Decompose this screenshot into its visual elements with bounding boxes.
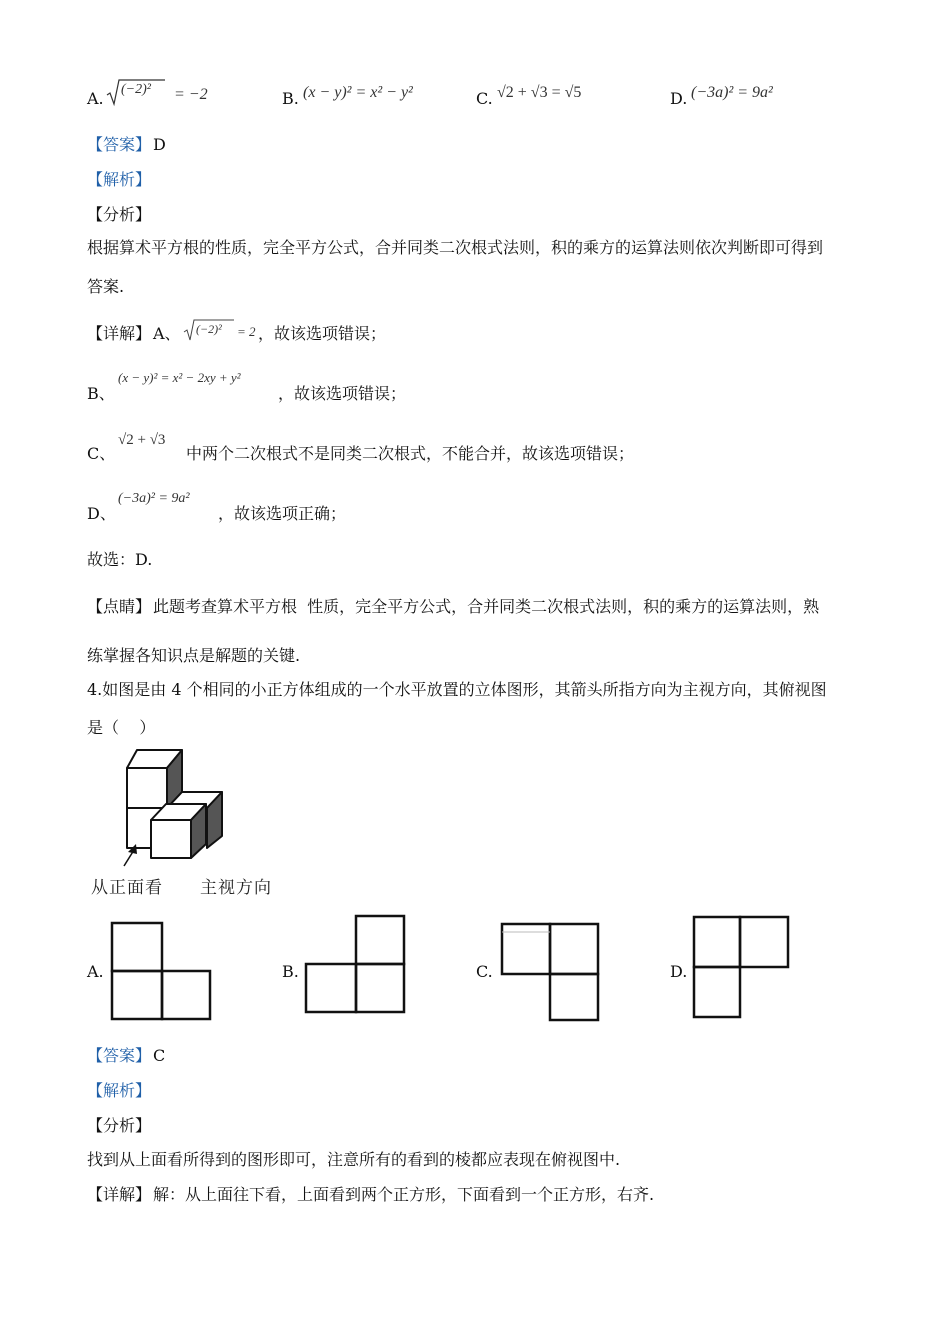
q4-option-a-label: A. <box>87 962 104 981</box>
q3-detail-a-prefix: A、 <box>153 324 181 343</box>
q3-answer-value: D <box>153 135 166 154</box>
q3-option-c-expr: √2 + √3 = √5 <box>497 84 582 101</box>
q3-detail-b-prefix: B、 <box>87 384 115 403</box>
q3-detail-c-prefix: C、 <box>87 444 116 463</box>
q3-dianjing-line2: 练掌握各知识点是解题的关键. <box>87 646 301 665</box>
q3-fenxi-line1: 根据算术平方根的性质，完全平方公式，合并同类二次根式法则，积的乘方的运算法则依次判断即可得到 <box>87 238 824 257</box>
q3-answer-tag: 【答案】 <box>87 135 152 154</box>
q4-cube-figure <box>118 748 288 863</box>
q3-analysis-tag: 【解析】 <box>87 170 152 189</box>
q4-option-d-figure <box>692 915 792 1019</box>
q4-option-b-figure <box>304 914 408 1016</box>
q3-option-d-label: D. <box>670 89 688 108</box>
q3-option-a-expr: = −2 <box>174 86 208 103</box>
q4-fenxi-text: 找到从上面看所得到的图形即可，注意所有的看到的棱都应表现在俯视图中. <box>87 1150 621 1169</box>
q3-detail-c-expr: √2 + √3 <box>118 432 166 448</box>
q4-option-c-label: C. <box>476 962 493 981</box>
q3-detail-b-text: ，故该选项错误； <box>278 384 407 403</box>
q3-fenxi-tag: 【分析】 <box>87 205 152 224</box>
q3-detail-d-text: ，故该选项正确； <box>218 504 347 523</box>
q4-option-c-figure <box>498 922 602 1024</box>
q3-detail-c-text: 中两个二次根式不是同类二次根式，不能合并，故该选项错误； <box>186 444 635 463</box>
q3-option-a-radicand: (−2)² <box>121 82 151 97</box>
q4-answer-tag: 【答案】 <box>87 1046 152 1065</box>
q3-option-b-label: B. <box>282 89 299 108</box>
cube-front-front-face <box>151 820 191 858</box>
q3-detail-a-text: ，故该选项错误； <box>258 324 387 343</box>
cube-top-front-face <box>127 768 167 808</box>
q3-conclusion: 故选：D. <box>87 550 153 569</box>
q3-detail-a-radicand: (−2)² <box>196 322 222 336</box>
q3-option-a-label: A. <box>87 89 104 108</box>
q4-option-b-label: B. <box>282 962 299 981</box>
q4-question-line1: 4.如图是由 4 个相同的小正方体组成的一个水平放置的立体图形，其箭头所指方向为主视方向，其俯视图 <box>87 680 827 699</box>
q3-dianjing-tag: 【点睛】 <box>87 597 152 616</box>
q3-detail-b-expr: (x − y)² = x² − 2xy + y² <box>118 370 241 385</box>
q3-fenxi-line2: 答案. <box>87 277 125 296</box>
q3-option-c-label: C. <box>476 89 493 108</box>
q3-detail-d-expr: (−3a)² = 9a² <box>118 491 190 506</box>
q3-dianjing-line1: 此题考查算术平方根 性质，完全平方公式，合并同类二次根式法则，积的乘方的运算法则，熟 <box>153 597 820 616</box>
q4-figure-label-main: 主视方向 <box>200 878 272 898</box>
q4-fenxi-tag: 【分析】 <box>87 1116 152 1135</box>
q4-option-a-figure <box>110 921 214 1023</box>
q4-detail-text: 解：从上面往下看，上面看到两个正方形，下面看到一个正方形，右齐. <box>153 1185 655 1204</box>
q4-analysis-tag: 【解析】 <box>87 1081 152 1100</box>
q4-answer-value: C <box>153 1046 166 1065</box>
q4-question-line2: 是（ ） <box>87 718 156 737</box>
q3-detail-a-expr: = 2 <box>237 324 256 339</box>
q3-option-b-expr: (x − y)² = x² − y² <box>303 84 413 101</box>
q4-option-d-label: D. <box>670 962 688 981</box>
q3-detail-d-prefix: D、 <box>87 504 116 523</box>
q3-detail-tag: 【详解】 <box>87 324 152 343</box>
q4-figure-label-front: 从正面看 <box>91 878 163 898</box>
q4-detail-tag: 【详解】 <box>87 1185 152 1204</box>
q3-option-d-expr: (−3a)² = 9a² <box>691 84 773 101</box>
